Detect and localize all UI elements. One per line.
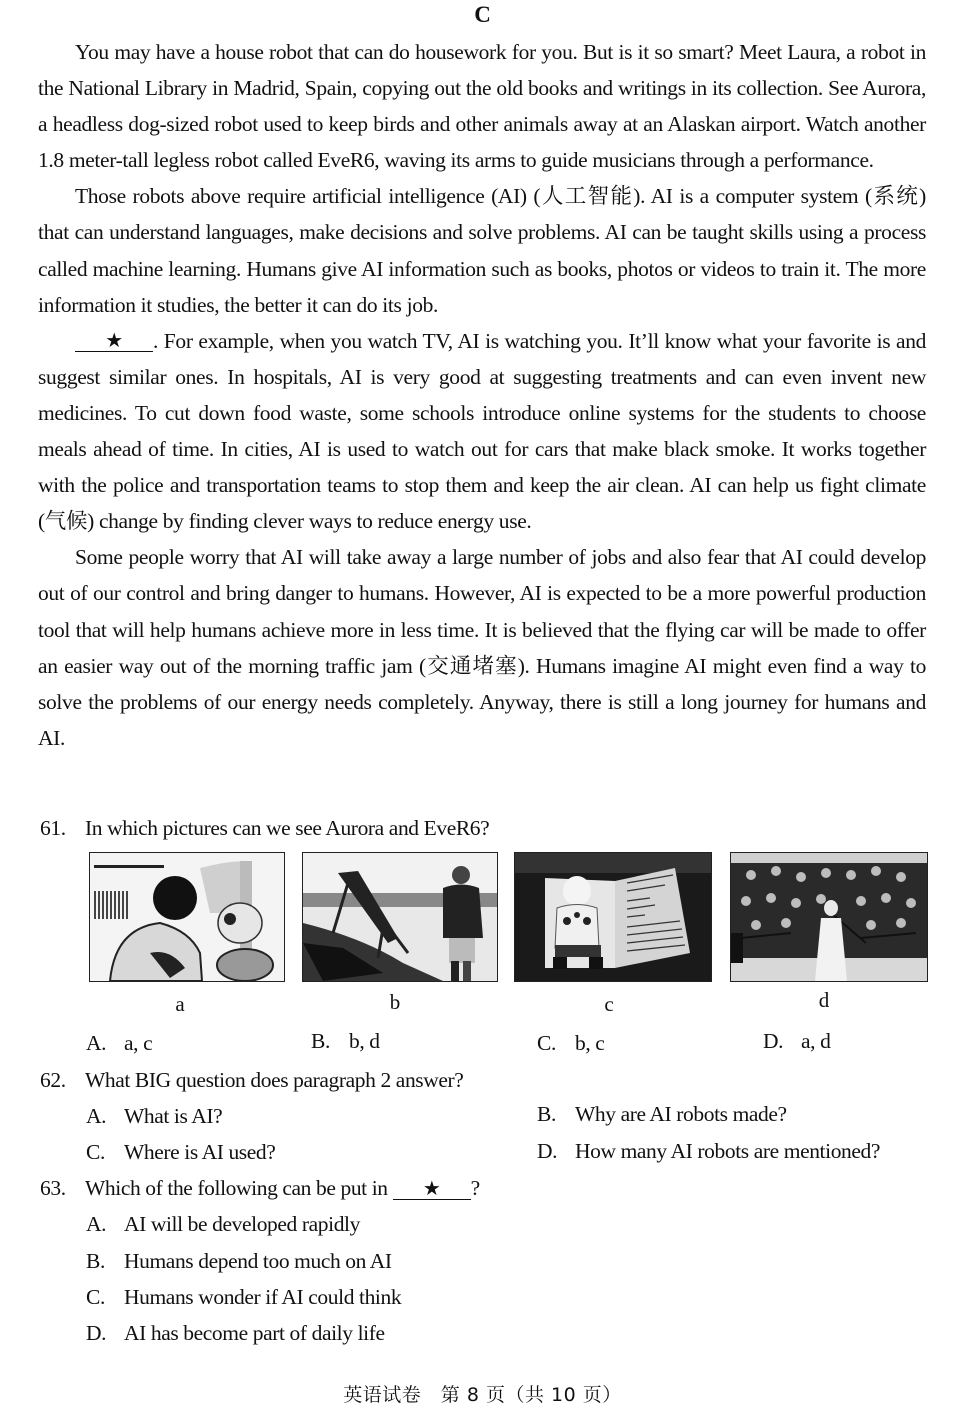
question-61	[40, 816, 489, 841]
robot-reading-book-picture	[514, 852, 712, 982]
star-blank	[75, 330, 153, 352]
picture-label-d: d	[818, 988, 830, 1012]
q62-option-a[interactable]: A. What is AI?	[86, 1104, 223, 1128]
paragraph-3-text: . For example, when you watch TV, AI is watching you. It’ll know what your favorite is and suggest similar ones. In hospitals, AI is very good at suggesting treatments and can even invent new medicines. To cut down food waste, some schools introduce online systems for the students to choose meals ahead of time. In cities, AI is used to watch out for cars that make black smoke. It works together with the police and transportation teams to stop them and keep the air clean. AI can help us fight climate (气候) change by finding clever ways to reduce energy use.	[38, 328, 926, 534]
q63-option-c[interactable]: C. Humans wonder if AI could think	[86, 1285, 402, 1309]
q61-option-a[interactable]: A. a, c	[86, 1031, 153, 1055]
paragraph-2: Those robots above require artificial intelligence (AI) (人工智能). AI is a computer system (系统) that can understand languages, make decisions and solve problems. AI can be taught skills using a process called machine learning. Humans give AI information such as books, photos or videos to train it. The more information it studies, the better it can do its job.	[38, 184, 926, 317]
question-text: Which of the following can be put in	[85, 1176, 388, 1200]
picture-row	[0, 852, 965, 1016]
q61-option-c[interactable]: C. b, c	[537, 1031, 605, 1055]
paragraph-4: Some people worry that AI will take away a large number of jobs and also fear that AI could develop out of our control and bring danger to humans. However, AI is expected to be a more powerful production tool that will help humans achieve more in less time. It is believed that the flying car will be made to offer an easier way out of the morning traffic jam (交通堵塞). Humans imagine AI might even find a way to solve the problems of our energy needs completely. Anyway, there is still a long journey for humans and AI.	[38, 545, 926, 750]
question-number: 63.	[40, 1176, 66, 1200]
q62-option-d[interactable]: D. How many AI robots are mentioned?	[537, 1139, 881, 1163]
q62-option-b[interactable]: B. Why are AI robots made?	[537, 1102, 787, 1126]
q61-option-d[interactable]: D. a, d	[763, 1029, 831, 1053]
paragraph-3	[38, 323, 926, 540]
q63-option-a[interactable]: A. AI will be developed rapidly	[86, 1212, 360, 1236]
question-number: 62.	[40, 1068, 66, 1092]
question-text: What BIG question does paragraph 2 answer?	[85, 1068, 464, 1092]
q62-option-c[interactable]: C. Where is AI used?	[86, 1140, 276, 1164]
picture-label-b: b	[389, 990, 401, 1014]
picture-label-a: a	[175, 992, 185, 1016]
section-letter: C	[474, 2, 491, 27]
question-63	[40, 1176, 480, 1201]
robot-conducting-orchestra-picture	[730, 852, 928, 982]
star-icon: ★	[105, 329, 123, 352]
question-end: ?	[470, 1176, 480, 1200]
q63-option-b[interactable]: B. Humans depend too much on AI	[86, 1249, 392, 1273]
question-62	[40, 1068, 463, 1093]
reading-passage	[38, 34, 926, 756]
page-footer: 英语试卷 第 8 页（共 10 页）	[343, 1384, 622, 1406]
dog-robot-airport-picture	[302, 852, 498, 982]
child-with-robot-picture	[89, 852, 285, 982]
paragraph-1: You may have a house robot that can do housework for you. But is it so smart? Meet Laura, a robot in the National Library in Madrid, Spain, copying out the old books and writings in its collection. See Aurora, a headless dog-sized robot used to keep birds and other animals away at an Alaskan airport. Watch another 1.8 meter-tall legless robot called EveR6, waving its arms to guide musicians through a performance.	[38, 40, 926, 173]
question-text: In which pictures can we see Aurora and EveR6?	[85, 816, 490, 840]
star-icon: ★	[422, 1178, 441, 1200]
picture-label-c: c	[604, 992, 614, 1016]
q61-option-b[interactable]: B. b, d	[311, 1029, 380, 1053]
q63-option-d[interactable]: D. AI has become part of daily life	[86, 1321, 385, 1345]
star-blank	[393, 1178, 471, 1200]
question-number: 61.	[40, 816, 66, 840]
